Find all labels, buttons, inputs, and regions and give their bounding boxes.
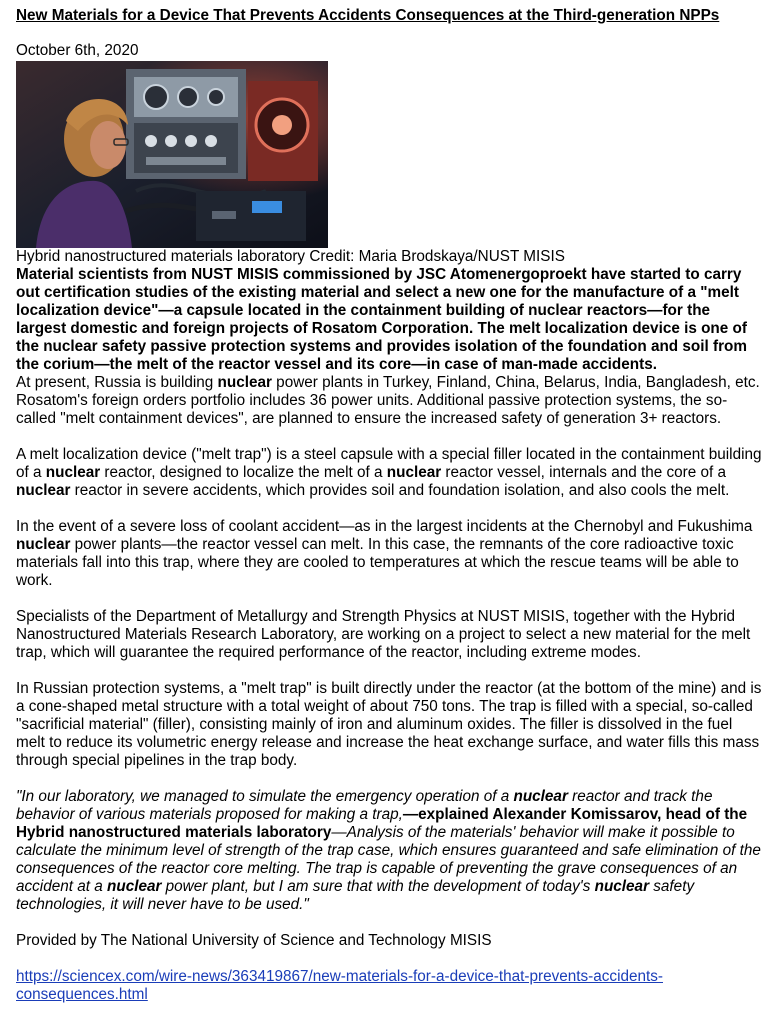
paragraph-4: Specialists of the Department of Metallurgy and Strength Physics at NUST MISIS, together with the Hybrid Nanostructured Materials Research Laboratory, are working on a project to select a new material for the melt trap, which will guarantee the required performance of the reactor, including extreme modes. [16,608,751,661]
laboratory-photo [16,61,328,248]
provided-by: Provided by The National University of Science and Technology MISIS [16,932,492,949]
article-lead: Material scientists from NUST MISIS commissioned by JSC Atomenergoproekt have started to carry out certification studies of the existing material and select a new one for the manufacture of a "melt localization device"—a capsule located in the containment building of nuclear reactors—for the largest domestic and foreign projects of Rosatom Corporation. The melt localization device is one of the nuclear safety passive protection systems and provides isolation of the foundation and soil from the corium—the melt of the reactor vessel and its core—in case of man-made accidents. [16,266,747,373]
article-date: October 6th, 2020 [16,42,139,59]
paragraph-2: A melt localization device ("melt trap") is a steel capsule with a special filler located in the containment building of a nuclear reactor, designed to localize the melt of a nuclear reactor vessel, internals and the core of a nuclear reactor in severe accidents, which provides soil and foundation isolation, and also cools the melt. [16,446,762,499]
source-link[interactable]: https://sciencex.com/wire-news/363419867/new-materials-for-a-device-that-prevents-accidents- consequences.html [16,968,663,1003]
article-title[interactable]: New Materials for a Device That Prevents Accidents Consequences at the Third-generation NPPs [16,7,720,24]
photo-caption: Hybrid nanostructured materials laboratory Credit: Maria Brodskaya/NUST MISIS [16,248,565,265]
paragraph-3: In the event of a severe loss of coolant accident—as in the largest incidents at the Chernobyl and Fukushima nuclear power plants—the reactor vessel can melt. In this case, the remnants of the core radioactive toxic materials fall into this trap, where they are cooled to temperatures at which the rescue teams will be able to work. [16,518,753,589]
komissarov-quote: "In our laboratory, we managed to simulate the emergency operation of a nuclear reactor and track the behavior of various materials proposed for making a trap,—explained Alexander Komissarov, head of the Hybrid nanostructured materials laboratory—Analysis of the materials' behavior will make it possible to calculate the minimum level of strength of the trap case, which ensures guaranteed and safe elimination of the consequences of the reactor core melting. The trap is capable of preventing the grave consequences of an accident at a nuclear power plant, but I am sure that with the development of today's nuclear safety technologies, it will never have to be used." [16,788,761,913]
paragraph-1: At present, Russia is building nuclear power plants in Turkey, Finland, China, Belarus, India, Bangladesh, etc. Rosatom's foreign orders portfolio includes 36 power units. Additional passive protection systems, the so-called "melt containment devices", are planned to ensure the increased safety of generation 3+ reactors. [16,374,760,427]
paragraph-5: In Russian protection systems, a "melt trap" is built directly under the reactor (at the bottom of the mine) and is a cone-shaped metal structure with a total weight of about 750 tons. The trap is filled with a special, so-called "sacrificial material" (filler), consisting mainly of iron and aluminum oxides. The filler is dissolved in the fuel melt to reduce its volumetric energy release and increase the heat exchange surface, and water fills this mass through special pipelines in the trap body. [16,680,762,769]
